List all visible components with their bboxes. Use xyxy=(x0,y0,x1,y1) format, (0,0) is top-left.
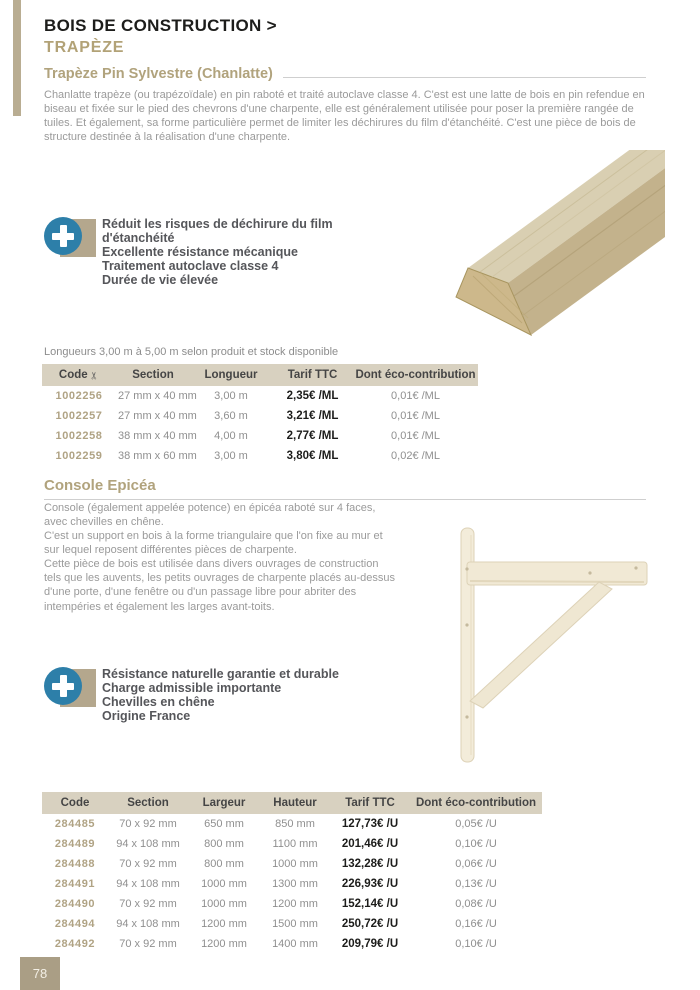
table-cell: 70 x 92 mm xyxy=(119,818,177,830)
trapeze-product-image xyxy=(418,150,665,350)
table-cell: 70 x 92 mm xyxy=(119,858,177,870)
table-cell: 284491 xyxy=(54,878,96,890)
column-header: Tarif TTC xyxy=(330,792,410,814)
table-cell: 70 x 92 mm xyxy=(119,898,177,910)
table-cell: 284488 xyxy=(54,858,96,870)
table-cell: 38 mm x 60 mm xyxy=(118,450,197,462)
feature-item: Charge admissible importante xyxy=(102,681,282,695)
left-accent-bar xyxy=(13,0,21,116)
table-header-row xyxy=(42,792,542,814)
section2-heading-row xyxy=(44,477,646,500)
table-cell: 94 x 108 mm xyxy=(116,878,180,890)
table-cell: 0,16€ /U xyxy=(455,918,497,930)
table-cell: 1200 mm xyxy=(201,938,247,950)
console-product-image xyxy=(440,505,690,777)
page-number: 78 xyxy=(20,957,60,990)
column-header: Tarif TTC xyxy=(272,364,353,386)
table-cell: 0,10€ /U xyxy=(455,838,497,850)
table-cell: 127,73€ /U xyxy=(341,818,399,830)
column-header: Longueur xyxy=(190,364,272,386)
table-cell: 27 mm x 40 mm xyxy=(118,410,197,422)
section2-features xyxy=(44,666,384,723)
column-header: Section xyxy=(116,364,190,386)
trapeze-price-table xyxy=(42,364,478,466)
console-price-table xyxy=(42,792,542,954)
section2-feature-list xyxy=(102,666,339,723)
table-cell: 0,01€ /ML xyxy=(391,410,440,422)
table-row xyxy=(42,446,478,466)
page-header xyxy=(44,16,658,57)
plus-icon xyxy=(44,666,96,710)
table-cell: 800 mm xyxy=(204,858,244,870)
table-cell: 1400 mm xyxy=(272,938,318,950)
section1-feature-list xyxy=(102,216,384,287)
section1-heading-row xyxy=(44,66,646,82)
table-cell: 1100 mm xyxy=(272,838,318,850)
table-row xyxy=(42,934,542,954)
table-row xyxy=(42,874,542,894)
feature-item: Traitement autoclave classe 4 xyxy=(102,259,279,273)
table-cell: 1000 mm xyxy=(201,878,247,890)
section2-description-line: C'est un support en bois à la forme triangulaire que l'on fixe au mur et sur lequel reposent différentes pièces de charpente. xyxy=(44,530,383,557)
category-title: TRAPÈZE xyxy=(44,39,125,56)
table-cell: 284489 xyxy=(54,838,96,850)
table-cell: 0,13€ /U xyxy=(455,878,497,890)
table-cell: 226,93€ /U xyxy=(341,878,399,890)
table-cell: 1500 mm xyxy=(272,918,318,930)
table-cell: 284485 xyxy=(54,818,96,830)
table-cell: 70 x 92 mm xyxy=(119,938,177,950)
table-cell: 4,00 m xyxy=(214,430,248,442)
table-row xyxy=(42,426,478,446)
column-header: Code xyxy=(42,792,108,814)
table-cell: 0,01€ /ML xyxy=(391,390,440,402)
column-header: Dont éco-contribution xyxy=(353,364,478,386)
trapeze-wood-illustration xyxy=(418,150,665,350)
table-cell: 3,60 m xyxy=(214,410,248,422)
table-cell: 0,08€ /U xyxy=(455,898,497,910)
table-cell: 3,00 m xyxy=(214,450,248,462)
table-cell: 2,35€ /ML xyxy=(286,390,339,402)
table-cell: 201,46€ /U xyxy=(341,838,399,850)
table-row xyxy=(42,386,478,406)
table-cell: 850 mm xyxy=(275,818,315,830)
column-header: Dont éco-contribution xyxy=(410,792,542,814)
plus-icon-circle xyxy=(44,217,82,255)
column-header: Section xyxy=(108,792,188,814)
table-row xyxy=(42,834,542,854)
availability-note: Longueurs 3,00 m à 5,00 m selon produit et stock disponible xyxy=(44,346,339,358)
table-row xyxy=(42,914,542,934)
table-cell: 1300 mm xyxy=(272,878,318,890)
table-cell: 2,77€ /ML xyxy=(286,430,339,442)
table-cell: 1002259 xyxy=(55,450,103,462)
table-cell: 3,21€ /ML xyxy=(286,410,339,422)
table-cell: 0,05€ /U xyxy=(455,818,497,830)
table-cell: 284494 xyxy=(54,918,96,930)
column-header: Code ✂ xyxy=(42,364,116,386)
feature-item: Réduit les risques de déchirure du film d'étanchéité xyxy=(102,217,333,245)
table-cell: 800 mm xyxy=(204,838,244,850)
table-cell: 27 mm x 40 mm xyxy=(118,390,197,402)
table-cell: 1200 mm xyxy=(201,918,247,930)
table-cell: 650 mm xyxy=(204,818,244,830)
table-cell: 1002258 xyxy=(55,430,103,442)
table-cell: 3,80€ /ML xyxy=(286,450,339,462)
table-cell: 1200 mm xyxy=(272,898,318,910)
table-row xyxy=(42,854,542,874)
table-cell: 1002257 xyxy=(55,410,103,422)
section1-features xyxy=(44,216,384,287)
table-row xyxy=(42,406,478,426)
table-cell: 284492 xyxy=(54,938,96,950)
feature-item: Excellente résistance mécanique xyxy=(102,245,298,259)
breadcrumb: BOIS DE CONSTRUCTION > xyxy=(44,16,277,35)
table-cell: 0,02€ /ML xyxy=(391,450,440,462)
feature-item: Durée de vie élevée xyxy=(102,273,219,287)
table-cell: 250,72€ /U xyxy=(341,918,399,930)
table-cell: 94 x 108 mm xyxy=(116,838,180,850)
feature-item: Chevilles en chêne xyxy=(102,695,215,709)
section2-description-line: Console (également appelée potence) en épicéa raboté sur 4 faces, avec chevilles en chêne. xyxy=(44,502,376,529)
console-bracket-illustration xyxy=(440,505,690,777)
column-header: Largeur xyxy=(188,792,260,814)
section1-title: Trapèze Pin Sylvestre (Chanlatte) xyxy=(44,66,273,82)
table-cell: 152,14€ /U xyxy=(341,898,399,910)
feature-item: Origine France xyxy=(102,709,191,723)
table-cell: 1000 mm xyxy=(272,858,318,870)
table-cell: 0,01€ /ML xyxy=(391,430,440,442)
plus-icon-circle xyxy=(44,667,82,705)
scissors-icon: ✂ xyxy=(89,371,101,380)
table-cell: 0,10€ /U xyxy=(455,938,497,950)
table-cell: 0,06€ /U xyxy=(455,858,497,870)
table-cell: 38 mm x 40 mm xyxy=(118,430,197,442)
section2-title: Console Epicéa xyxy=(44,477,156,494)
table-row xyxy=(42,814,542,834)
table-row xyxy=(42,894,542,914)
table-cell: 284490 xyxy=(54,898,96,910)
table-cell: 94 x 108 mm xyxy=(116,918,180,930)
section2-description xyxy=(44,501,396,614)
table-cell: 3,00 m xyxy=(214,390,248,402)
table-cell: 209,79€ /U xyxy=(341,938,399,950)
heading-rule xyxy=(283,77,646,78)
table-cell: 132,28€ /U xyxy=(341,858,399,870)
feature-item: Résistance naturelle garantie et durable xyxy=(102,667,339,681)
section1-description xyxy=(44,88,660,144)
section2-description-line: Cette pièce de bois est utilisée dans divers ouvrages de construction tels que les auvents, les petits ouvrages de charpente placés au-dessus d'une porte, d'une fenêtre ou d'un passage libre pour abriter des intempéries et également les larges avant-toits. xyxy=(44,558,395,613)
column-header: Hauteur xyxy=(260,792,330,814)
section1-description-text: Chanlatte trapèze (ou trapézoïdale) en pin raboté et traité autoclave classe 4. C'est est une latte de bois en pin refendue en biseau et fixée sur le pied des chevrons d'une charpente, elle est généralement utilisée pour poser la première rangée de tuiles. Et également, sa forme particulière permet de limiter les déchirures du film d'étanchéité. C'est une pièce de bois de structure destinée à la réalisation d'une charpente. xyxy=(44,89,645,144)
table-header-row xyxy=(42,364,478,386)
table-cell: 1000 mm xyxy=(201,898,247,910)
plus-icon xyxy=(44,216,96,260)
table-cell: 1002256 xyxy=(55,390,103,402)
